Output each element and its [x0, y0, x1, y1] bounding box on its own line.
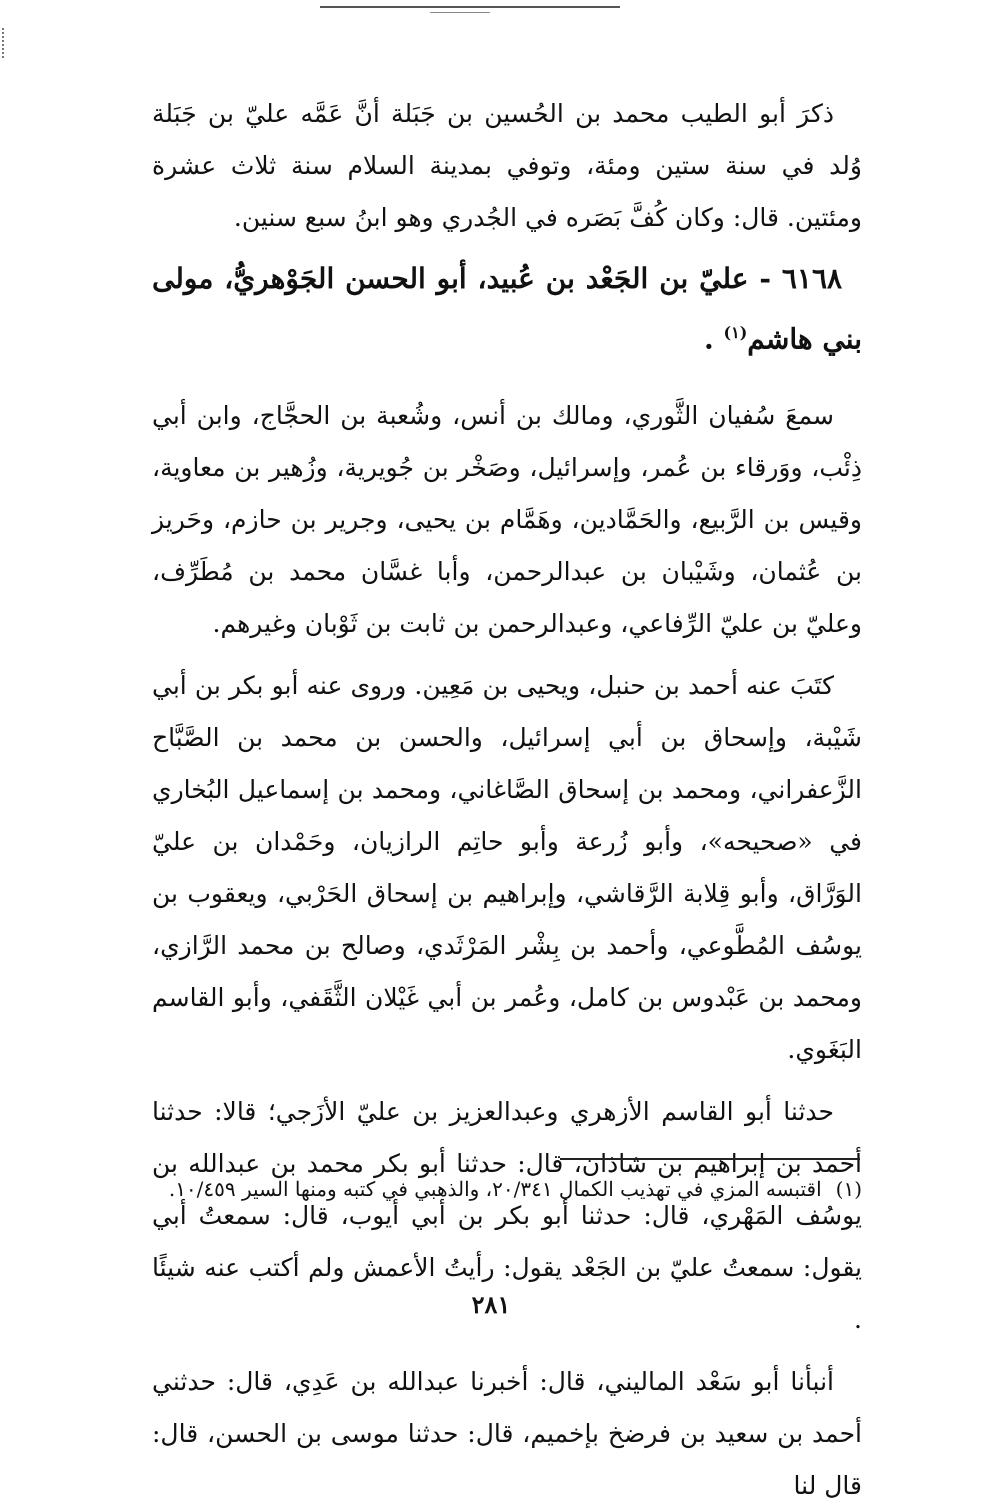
footnote-mark[interactable]: (١) [723, 323, 748, 342]
entry-heading-end: . [704, 322, 724, 356]
paragraph-narration-1: حدثنا أبو القاسم الأزهري وعبدالعزيز بن عليّ الأزَجي؛ قالا: حدثنا أحمد بن إبراهيم بن شاذان، قال: حدثنا أبو بكر محمد بن عبدالله بن يوسُف المَهْري، قال: حدثنا أبو بكر بن أبي أيوب، قال: سمعتُ أبي يقول: سمعتُ عليّ بن الجَعْد يقول: رأيتُ الأعمش ولم أكتب عنه شيئًا . [152, 1097, 862, 1335]
intro-paragraph: ذكرَ أبو الطيب محمد بن الحُسين بن جَبَلة أنَّ عَمَّه عليّ بن جَبَلة وُلد في سنة ستين ومئة، وتوفي بمدينة السلام سنة ثلاث عشرة ومئتين. قال: وكان كُفَّ بَصَره في الجُدري وهو ابنُ سبع سنين. [152, 99, 862, 232]
paragraph-teachers: سمعَ سُفيان الثَّوري، ومالك بن أنس، وشُعبة بن الحجَّاج، وابن أبي ذِئْب، ووَرقاء بن عُمر، وإسرائيل، وصَخْر بن جُويرية، وزُهير بن معاوية، وقيس بن الرَّبيع، والحَمَّادين، وهَمَّام بن يحيى، وجرير بن حازم، وحَريز بن عُثمان، وشَيْبان بن عبدالرحمن، وأبا غسَّان محمد بن مُطَرِّف، وعليّ بن عليّ الرِّفاعي، وعبدالرحمن بن ثابت بن ثَوْبان وغيرهم. [152, 401, 862, 639]
paragraph-students: كتَبَ عنه أحمد بن حنبل، ويحيى بن مَعِين. وروى عنه أبو بكر بن أبي شَيْبة، وإسحاق بن أبي إسرائيل، والحسن بن محمد بن الصَّبَّاح الزَّعفراني، ومحمد بن إسحاق الصَّاغاني، ومحمد بن إسماعيل البُخاري في «صحيحه»، وأبو زُرعة وأبو حاتِم الرازيان، وحَمْدان بن عليّ الوَرَّاق، وأبو قِلابة الرَّقاشي، وإبراهيم بن إسحاق الحَرْبي، ويعقوب بن يوسُف المُطَّوعي، وأحمد بن بِشْر المَرْثَدي، وصالح بن محمد الرَّازي، ومحمد بن عَبْدوس بن كامل، وعُمر بن أبي غَيْلان الثَّقَفي، وأبو القاسم البَغَوي. [152, 671, 862, 1065]
footnote-item [152, 1172, 862, 1206]
top-rule-short [430, 12, 490, 13]
footnotes [152, 1172, 862, 1206]
entry-heading-text: ٦١٦٨ - عليّ بن الجَعْد بن عُبيد، أبو الحسن الجَوْهريُّ، مولى بني هاشم [152, 262, 862, 356]
footnote-rule [560, 1158, 860, 1160]
top-rule [320, 6, 620, 8]
footnote-text: اقتبسه المزي في تهذيب الكمال ٢٠/٣٤١، والذهبي في كتبه ومنها السير ١٠/٤٥٩. [168, 1177, 822, 1201]
footnote-number: (١) [835, 1177, 862, 1201]
paragraph-narration-2: أنبأنا أبو سَعْد الماليني، قال: أخبرنا عبدالله بن عَدِي، قال: حدثني أحمد بن سعيد بن فرضخ بإخميم، قال: حدثنا موسى بن الحسن، قال: قال لنا [152, 1367, 862, 1501]
scan-margin-marks [2, 28, 7, 58]
entry-heading [152, 252, 862, 366]
page-number: ٢٨١ [471, 1290, 511, 1319]
